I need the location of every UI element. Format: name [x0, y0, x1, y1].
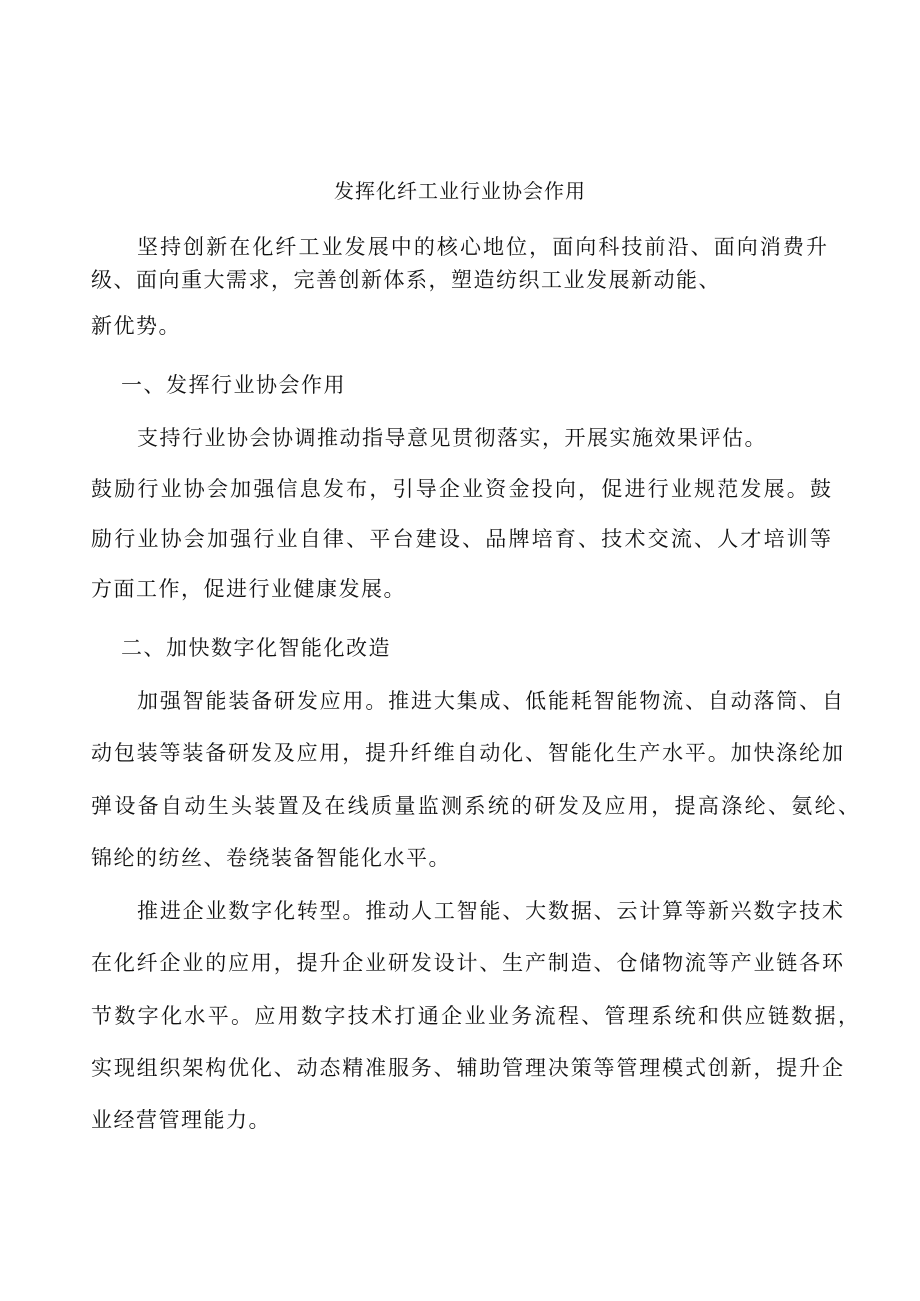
section2-p1-line-4: 锦纶的纺丝、卷绕装备智能化水平。	[91, 846, 451, 870]
section2-p2-line-5: 业经营管理能力。	[91, 1108, 271, 1132]
intro-line-1: 坚持创新在化纤工业发展中的核心地位，面向科技前沿、面向消费升	[137, 235, 827, 259]
section1-p1-line-1: 支持行业协会协调推动指导意见贯彻落实，开展实施效果评估。	[137, 426, 767, 450]
section2-heading: 二、加快数字化智能化改造	[121, 636, 391, 660]
section1-p1-line-4: 方面工作，促进行业健康发展。	[91, 577, 406, 601]
section2-p2-line-2: 在化纤企业的应用，提升企业研发设计、生产制造、仓储物流等产业链各环	[91, 951, 843, 975]
intro-line-2: 级、面向重大需求，完善创新体系，塑造纺织工业发展新动能、	[91, 268, 721, 292]
section1-p1-line-2: 鼓励行业协会加强信息发布，引导企业资金投向，促进行业规范发展。鼓	[91, 477, 831, 501]
section2-p2-line-1: 推进企业数字化转型。推动人工智能、大数据、云计算等新兴数字技术	[137, 899, 843, 923]
section1-heading: 一、发挥行业协会作用	[121, 373, 346, 397]
section1-p1-line-3: 励行业协会加强行业自律、平台建设、品牌培育、技术交流、人才培训等	[91, 527, 831, 551]
section2-p1-line-3: 弹设备自动生头装置及在线质量监测系统的研发及应用，提高涤纶、氨纶、	[91, 794, 859, 818]
document-title: 发挥化纤工业行业协会作用	[334, 179, 586, 203]
section2-p1-line-2: 动包装等装备研发及应用，提升纤维自动化、智能化生产水平。加快涤纶加	[91, 741, 843, 765]
section2-p1-line-1: 加强智能装备研发应用。推进大集成、低能耗智能物流、自动落筒、自	[137, 689, 843, 713]
section2-p2-line-4: 实现组织架构优化、动态精准服务、辅助管理决策等管理模式创新，提升企	[91, 1056, 843, 1080]
intro-line-3: 新优势。	[91, 314, 181, 338]
section2-p2-line-3: 节数字化水平。应用数字技术打通企业业务流程、管理系统和供应链数据，	[91, 1004, 859, 1028]
